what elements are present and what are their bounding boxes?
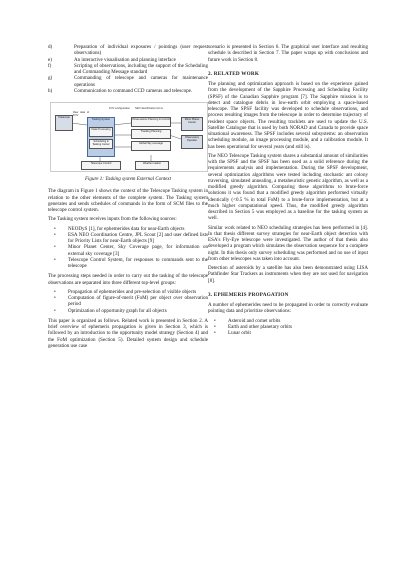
obs-planning-box: Observations Planning & Control (131, 117, 171, 127)
ephemeris-list (208, 318, 368, 337)
list-item: • Minor Planet Center, Sky Coverage page, for information on external sky coverage [3] (54, 244, 208, 257)
section-heading: 2. RELATED WORK (208, 70, 260, 77)
paragraph: scenario is presented in Section 6. The graphical user interface and resulting schedule is described in Section 7. The paper wraps up with conclusions and future work in Section 8. (208, 44, 368, 63)
section-heading: 3. EPHEMERIS PROPAGATION (208, 291, 289, 298)
figure-caption: Figure 1: Tasking system External Context (84, 176, 172, 182)
sources-list (48, 226, 208, 270)
paragraph: The planning and optimization approach is based on the experience gained from the development of the Sapphire Processing and Scheduling Facility (SPSF) of the Canadian Sapphire program [7]. The Sapphire mission is to detect and catalogue debris in low-earth orbit employing a space-based telescope. The SPSF facility was developed to schedule observations, and process resulting images from the telescope in order to determine trajectory of resident space objects. The resulting tracklets are used to update the U.S. Satellite Catalogue that is used by both NORAD and Canada to provide space situational awareness. The SPSF includes several subsystems: an observation scheduling module, an image processing module, and a calibration module. It has been operational for several years (and still is). (208, 81, 368, 150)
raw-data-label: Raw data of FOV (73, 111, 89, 117)
list-item: f) Scripting of observations, including the support of the Scheduling and Commanding Message standard (48, 62, 208, 75)
minor-planet-box: Minor Planet Center (181, 117, 203, 131)
paragraph: The NEO Telescope Tasking system shares a substantial amount of similarities with the SPSF and the SPSF has been used as a solid reference during the requirements analysis and implementation. During the SPSF development, several optimization algorithms were tested including stochastic ant colony traversing, simulated annealing, a metaheuristic genetic algorithm, as well as a modified greedy algorithm. Comparing these algorithms to brute-force solutions it was found that a modified greedy algorithm performed virtually identically (<0.5 % in total FoM) to a brute-force implementation, but at a much higher computational speed. Thus, the modified greedy algorithm described in Section 5 was employed as a baseline for the tasking system as well. (208, 152, 368, 222)
tasking-system-box: Tasking System (87, 117, 115, 157)
paragraph: This paper is organized as follows. Related work is presented in Section 2. A brief overview of ephemeris propagation is given in Section 3, which is followed by an introduction to the opportunity model strategy (Section 4) and the FoM optimization (Section 5). Detailed system design and schedule generation use case (48, 317, 208, 349)
left-column (48, 44, 208, 352)
list-item: g) Commanding of telescope and cameras for maintenance operations (48, 75, 208, 88)
list-item: • Optimization of opportunity graph for all objects (54, 307, 167, 314)
right-column (208, 44, 368, 340)
data-processing-box: Data Processing (89, 127, 113, 137)
sky-coverage-box: Global Sky coverage (131, 141, 171, 151)
operator-box: Observatory Operator (181, 135, 203, 149)
neo-forms-label: NEO identification forms (135, 107, 163, 110)
list-item: • Lunar orbit (214, 330, 251, 336)
scheduling-box: Scheduling & Tasking Center (89, 139, 113, 149)
fov-config-label: FOV configuration (109, 107, 130, 110)
task-list (48, 44, 208, 94)
list-item: • ESA NEO Coordination Centre, JPL Scout [2] and user defined lists for Priority Lists for near-Earth objects [9] (54, 231, 208, 244)
list-item: • Telescope Control System, for responses to commands sent to the telescope (54, 256, 208, 269)
list-item: h) Communication to command CCD cameras and telescope. (48, 87, 193, 94)
list-item: • Earth and other planetary orbits (214, 323, 292, 330)
list-item: d) Preparation of individual exposures / pointings (user request observations) (48, 44, 208, 57)
paragraph: The Tasking system receives inputs from the following sources: (48, 216, 177, 223)
telescope-box: Telescope (55, 115, 73, 131)
weather-box: Weather station (135, 161, 169, 170)
tracking-box: Tracking Planning (131, 129, 171, 139)
list-item: • NEODyS [1], for ephemerides data for near-Earth objects (54, 225, 185, 232)
list-item: • Propagation of ephemerides and pre-selection of visible objects (54, 288, 197, 295)
paragraph: The diagram in Figure 1 shows the context of the Telescope Tasking system in relation to the other elements of the complete system. The Tasking system generates and sends schedules of commands in the form of SCM files to the telescope control system. (48, 188, 208, 213)
telescope-control-box: Telescope Control (81, 161, 121, 170)
groups-list (48, 289, 208, 314)
paragraph: Detection of asteroids by a satellite has also been demonstrated using LISA Pathfinder Star Trackers as instruments when they are not used for navigation [8]. (208, 265, 368, 284)
list-item: e) An interactive visualisation and planning interface (48, 56, 176, 63)
paragraph: A number of ephemerides need to be propagated in order to correctly evaluate pointing data and prioritize observations: (208, 302, 368, 315)
context-diagram (50, 102, 208, 172)
paragraph: Similar work related to NEO scheduling strategies has been performed in [4]. In that thesis different survey strategies for near-Earth object detection with ESA's Fly-Eye telescope were investigated. The author of that thesis also developed a program which simulates the observation sequence for a complete night. In this thesis only survey scheduling was performed and no use of input from other telescopes was taken into account. (208, 224, 368, 262)
paragraph: The processing steps needed in order to carry out the tasking of the telescope observations are separated into three different top-level groups: (48, 273, 208, 286)
list-item: • Computation of figure-of-merit (FoM) per object over observation period (54, 295, 208, 308)
list-item: • Asteroid and comet orbits (214, 317, 281, 324)
